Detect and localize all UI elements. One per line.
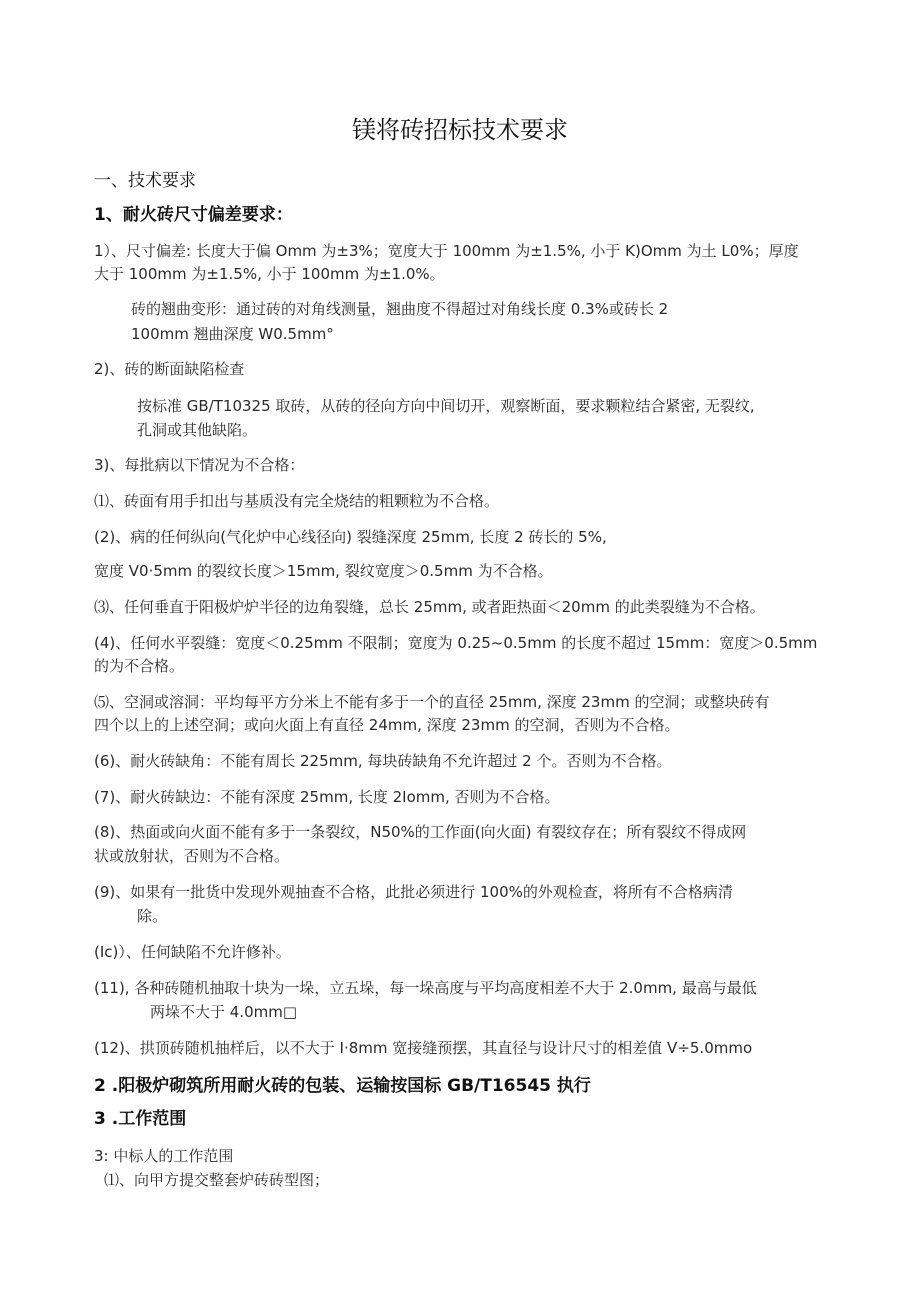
paragraph-size-deviation-line2: 大于 100mm 为±1.5%, 小于 100mm 为±1.0%。 xyxy=(94,265,445,283)
subheading-packaging-transport: 2 .阳极炉砌筑所用耐火砖的包装、运输按国标 GB/T16545 执行 xyxy=(94,1076,591,1096)
rejection-item-12: (12)、拱顶砖随机抽样后，以不大于 I·8mm 宽接缝预摆，其直径与设计尺寸的相差值 V÷5.0mmo xyxy=(94,1039,753,1057)
rejection-item-11-line1: (11), 各种砖随机抽取十块为一垛，立五垛，每一垛高度与平均高度相差不大于 2.0mm, 最高与最低 xyxy=(94,979,757,997)
paragraph-bidder-scope-heading: 3: 中标人的工作范围 xyxy=(94,1147,234,1165)
rejection-item-8-line1: (8)、热面或向火面不能有多于一条裂纹，N50%的工作面(向火面) 有裂纹存在；所有裂纹不得成网 xyxy=(94,823,747,841)
section-heading-technical-requirements: 一、技术要求 xyxy=(94,171,196,191)
rejection-item-4-line2: 的为不合格。 xyxy=(94,657,185,675)
rejection-item-2-line2: 宽度 V0·5mm 的裂纹长度＞15mm, 裂纹宽度＞0.5mm 为不合格。 xyxy=(94,562,553,580)
rejection-item-1: ⑴、砖面有用手扣出与基质没有完全烧结的粗颗粒为不合格。 xyxy=(94,492,500,510)
document-title: 镁将砖招标技术要求 xyxy=(352,116,568,144)
rejection-item-5-line1: ⑸、空洞或溶洞：平均每平方分米上不能有多于一个的直径 25mm, 深度 23mm 的空洞；或整块砖有 xyxy=(94,693,770,711)
subheading-size-deviation: 1、耐火砖尺寸偏差要求： xyxy=(94,205,293,225)
paragraph-section-defect-line2: 孔洞或其他缺陷。 xyxy=(137,421,258,439)
paragraph-section-defect-heading: 2)、砖的断面缺陷检查 xyxy=(94,360,245,378)
rejection-item-5-line2: 四个以上的上述空洞；或向火面上有直径 24mm, 深度 23mm 的空洞，否则为不合格。 xyxy=(94,716,680,734)
paragraph-section-defect-line1: 按标准 GB/T10325 取砖，从砖的径向方向中间切开，观察断面，要求颗粒结合紧密, 无裂纹, xyxy=(137,397,755,415)
paragraph-warp-line1: 砖的翘曲变形：通过砖的对角线测量，翘曲度不得超过对角线长度 0.3%或砖长 2 xyxy=(131,300,669,318)
rejection-item-6: (6)、耐火砖缺角：不能有周长 225mm, 每块砖缺角不允许超过 2 个。否则为不合格。 xyxy=(94,752,672,770)
rejection-item-9-line2: 除。 xyxy=(137,907,168,925)
paragraph-warp-line2: 100mm 翘曲深度 W0.5mm° xyxy=(131,325,334,343)
rejection-item-4-line1: (4)、任何水平裂缝：宽度＜0.25mm 不限制；宽度为 0.25~0.5mm 的长度不超过 15mm：宽度＞0.5mm xyxy=(94,634,818,652)
rejection-item-11-line2: 两垛不大于 4.0mm□ xyxy=(150,1003,298,1021)
subheading-work-scope: 3 .工作范围 xyxy=(94,1109,187,1129)
paragraph-rejection-heading: 3)、每批病以下情况为不合格： xyxy=(94,456,305,474)
paragraph-size-deviation-line1: 1）、尺寸偏差: 长度大于偏 Omm 为±3%；宽度大于 100mm 为±1.5%, 小于 K)Omm 为土 L0%；厚度 xyxy=(94,242,799,260)
rejection-item-7: (7)、耐火砖缺边：不能有深度 25mm, 长度 2Iomm, 否则为不合格。 xyxy=(94,788,560,806)
rejection-item-10: (Ic)）、任何缺陷不允许修补。 xyxy=(94,943,291,961)
rejection-item-3: ⑶、任何垂直于阳极炉炉半径的边角裂缝，总长 25mm, 或者距热面＜20mm 的此类裂缝为不合格。 xyxy=(94,598,765,616)
rejection-item-8-line2: 状或放射状，否则为不合格。 xyxy=(94,847,290,865)
rejection-item-9-line1: (9)、如果有一批货中发现外观抽查不合格，此批必须进行 100%的外观检查，将所有不合格病清 xyxy=(94,883,733,901)
rejection-item-2-line1: (2)、病的任何纵向(气化炉中心线径向) 裂缝深度 25mm, 长度 2 砖长的 5%, xyxy=(94,528,607,546)
bidder-scope-item-1: ⑴、向甲方提交整套炉砖砖型图； xyxy=(104,1171,330,1189)
